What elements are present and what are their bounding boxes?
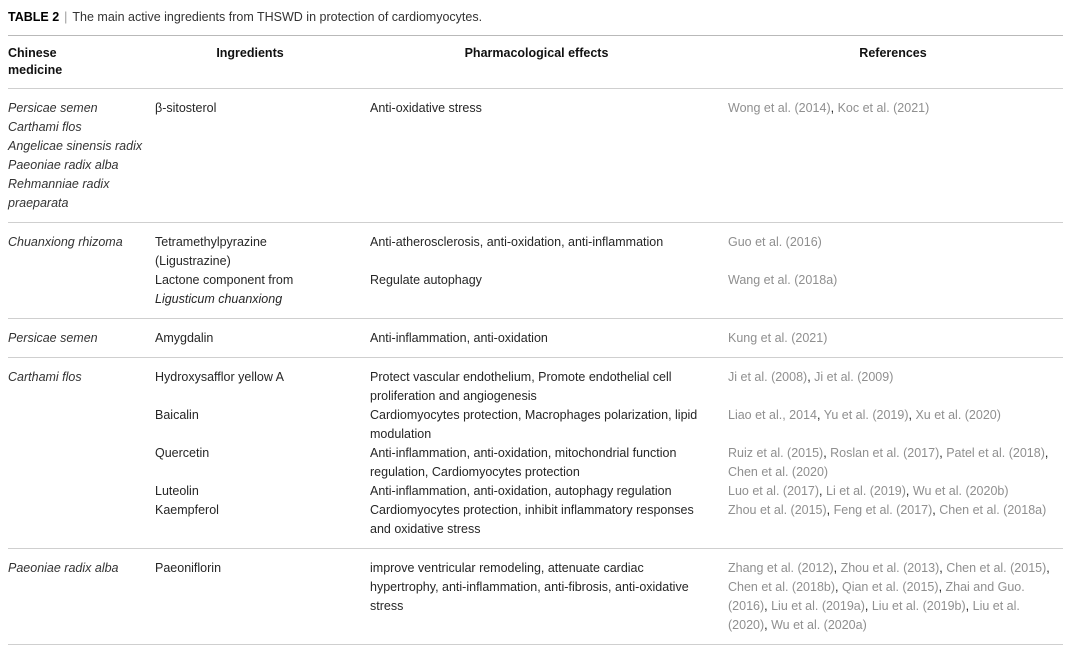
ingredient-text: Paeoniflorin [155, 561, 222, 575]
references-cell [728, 223, 1063, 272]
ingredient-text: Luteolin [155, 484, 199, 498]
medicine-name: Paeoniae radix alba [8, 158, 119, 172]
table-row [8, 89, 1063, 223]
medicine-name: Chuanxiong rhizoma [8, 235, 123, 249]
effects-cell: Cardiomyocytes protection, Macrophages polarization, lipid modulation [370, 408, 698, 441]
ingredient-text: Baicalin [155, 408, 199, 422]
references-cell: Ji et al. (2008), Ji et al. (2009) [728, 358, 1063, 407]
ingredient-cell [155, 444, 370, 482]
citation-link[interactable]: Guo et al. (2016) [728, 235, 822, 249]
citation-link[interactable]: Koc et al. (2021) [837, 101, 930, 115]
citation-link[interactable]: Liu et al. (2019a) [771, 599, 865, 613]
citation-link[interactable]: Wong et al. (2014) [728, 101, 831, 115]
citation-link[interactable]: Zhai and Guo. (2016) [728, 580, 1025, 613]
citation-link[interactable]: Ji et al. (2008) [728, 370, 808, 384]
ingredient-text: Amygdalin [155, 331, 214, 345]
ingredient-text: Quercetin [155, 446, 210, 460]
medicine-cell [8, 549, 155, 645]
ingredient-cell [155, 358, 370, 407]
citation-link[interactable]: Wu et al. (2020b) [912, 484, 1009, 498]
medicine-name: Rehmanniae radix praeparata [8, 177, 110, 210]
column-header-references: References [728, 36, 1063, 89]
column-header-chinese-medicine: Chinese medicine [8, 36, 155, 89]
references-cell: Ruiz et al. (2015), Roslan et al. (2017), Patel et al. (2018), Chen et al. (2020) [728, 446, 1049, 479]
table-row [8, 319, 1063, 358]
ingredient-cell [155, 319, 370, 358]
citation-link[interactable]: Liu et al. (2019b) [871, 599, 966, 613]
citation-link[interactable]: Liao et al., 2014 [728, 408, 817, 422]
citation-link[interactable]: Patel et al. (2018) [946, 446, 1045, 460]
references-cell [728, 319, 1063, 358]
effects-cell: improve ventricular remodeling, attenuate cardiac hypertrophy, anti-inflammation, anti-fibrosis, anti-oxidative stress [370, 549, 728, 645]
ingredient-cell [155, 482, 370, 501]
citation-link[interactable]: Zhang et al. (2012) [728, 561, 834, 575]
citation-link[interactable]: Ruiz et al. (2015) [728, 446, 824, 460]
effects-cell: Anti-inflammation, anti-oxidation, mitochondrial function regulation, Cardiomyocytes protection [370, 446, 677, 479]
table-row [8, 549, 1063, 645]
ingredients-table [8, 35, 1063, 645]
effects-cell: Regulate autophagy [370, 271, 728, 319]
citation-link[interactable]: Chen et al. (2018b) [728, 580, 836, 594]
effects-cell: Anti-atherosclerosis, anti-oxidation, anti-inflammation [370, 223, 728, 272]
citation-link[interactable]: Liu et al. (2020) [728, 599, 1020, 632]
table-body [8, 89, 1063, 645]
medicine-cell [8, 89, 155, 223]
column-header-ingredients: Ingredients [155, 36, 370, 89]
medicine-cell [8, 319, 155, 358]
caption-separator: | [64, 10, 68, 24]
medicine-name: Carthami flos [8, 370, 82, 384]
citation-link[interactable]: Zhou et al. (2015) [728, 503, 827, 517]
ingredient-cell [155, 406, 370, 444]
ingredient-text: Kaempferol [155, 503, 219, 517]
table-row [8, 358, 1063, 407]
citation-link[interactable]: Luo et al. (2017) [728, 484, 820, 498]
references-cell: Liao et al., 2014, Yu et al. (2019), Xu et al. (2020) [728, 408, 1001, 422]
citation-link[interactable]: Roslan et al. (2017) [830, 446, 940, 460]
table-header [8, 36, 1063, 89]
table-row [8, 406, 1063, 444]
medicine-name: Persicae semen [8, 331, 98, 345]
medicine-name: Persicae semen [8, 101, 98, 115]
medicine-name: Paeoniae radix alba [8, 561, 119, 575]
ingredient-text: Hydroxysafflor yellow A [155, 370, 284, 384]
ingredient-text: Ligusticum chuanxiong [155, 292, 283, 306]
citation-link[interactable]: Feng et al. (2017) [833, 503, 933, 517]
citation-link[interactable]: Chen et al. (2018a) [939, 503, 1047, 517]
citation-link[interactable]: Chen et al. (2015) [946, 561, 1047, 575]
table-row [8, 223, 1063, 272]
citation-link[interactable]: Qian et al. (2015) [841, 580, 939, 594]
references-cell: Zhou et al. (2015), Feng et al. (2017), Chen et al. (2018a) [728, 501, 1063, 549]
ingredient-cell [155, 89, 370, 223]
citation-link[interactable]: Li et al. (2019) [826, 484, 906, 498]
references-cell: Wong et al. (2014), Koc et al. (2021) [728, 89, 1063, 223]
medicine-name: Carthami flos [8, 120, 82, 134]
ingredient-cell [155, 501, 370, 549]
ingredient-text: β-sitosterol [155, 101, 217, 115]
effects-cell: Protect vascular endothelium, Promote endothelial cell proliferation and angiogenesis [370, 358, 728, 407]
citation-link[interactable]: Xu et al. (2020) [915, 408, 1001, 422]
references-cell: Luo et al. (2017), Li et al. (2019), Wu et al. (2020b) [728, 484, 1009, 498]
medicine-name: Angelicae sinensis radix [8, 139, 143, 153]
effects-cell: Anti-oxidative stress [370, 89, 728, 223]
effects-cell: Anti-inflammation, anti-oxidation, autophagy regulation [370, 484, 672, 498]
citation-link[interactable]: Yu et al. (2019) [823, 408, 909, 422]
effects-cell: Cardiomyocytes protection, inhibit inflammatory responses and oxidative stress [370, 501, 728, 549]
ingredient-text: Lactone component from [155, 273, 294, 287]
references-cell [728, 271, 1063, 319]
column-header-pharmacological-effects: Pharmacological effects [370, 36, 728, 89]
citation-link[interactable]: Ji et al. (2009) [814, 370, 894, 384]
table-row [8, 501, 1063, 549]
citation-link[interactable]: Kung et al. (2021) [728, 331, 828, 345]
ingredient-cell [155, 549, 370, 645]
table-caption [8, 7, 1063, 35]
ingredient-text: Tetramethylpyrazine (Ligustrazine) [155, 235, 267, 268]
table-row [8, 444, 1063, 482]
table-row [8, 482, 1063, 501]
table-label: TABLE 2 [8, 10, 60, 24]
table-row [8, 271, 1063, 319]
citation-link[interactable]: Wang et al. (2018a) [728, 273, 838, 287]
citation-link[interactable]: Chen et al. (2020) [728, 465, 829, 479]
references-cell: Zhang et al. (2012), Zhou et al. (2013), Chen et al. (2015), Chen et al. (2018b), Qian et al. (2015), Zhai and Guo. (2016), Liu et al. (2019a), Liu et al. (2019b), Liu et al. (2020), Wu et al. (2020a) [728, 549, 1063, 645]
ingredient-cell [155, 223, 370, 272]
citation-link[interactable]: Zhou et al. (2013) [840, 561, 940, 575]
effects-cell: Anti-inflammation, anti-oxidation [370, 319, 728, 358]
medicine-cell [8, 358, 155, 549]
citation-link[interactable]: Wu et al. (2020a) [771, 618, 867, 632]
ingredient-cell [155, 271, 370, 319]
medicine-cell [8, 223, 155, 319]
caption-text: The main active ingredients from THSWD in protection of cardiomyocytes. [72, 10, 483, 24]
